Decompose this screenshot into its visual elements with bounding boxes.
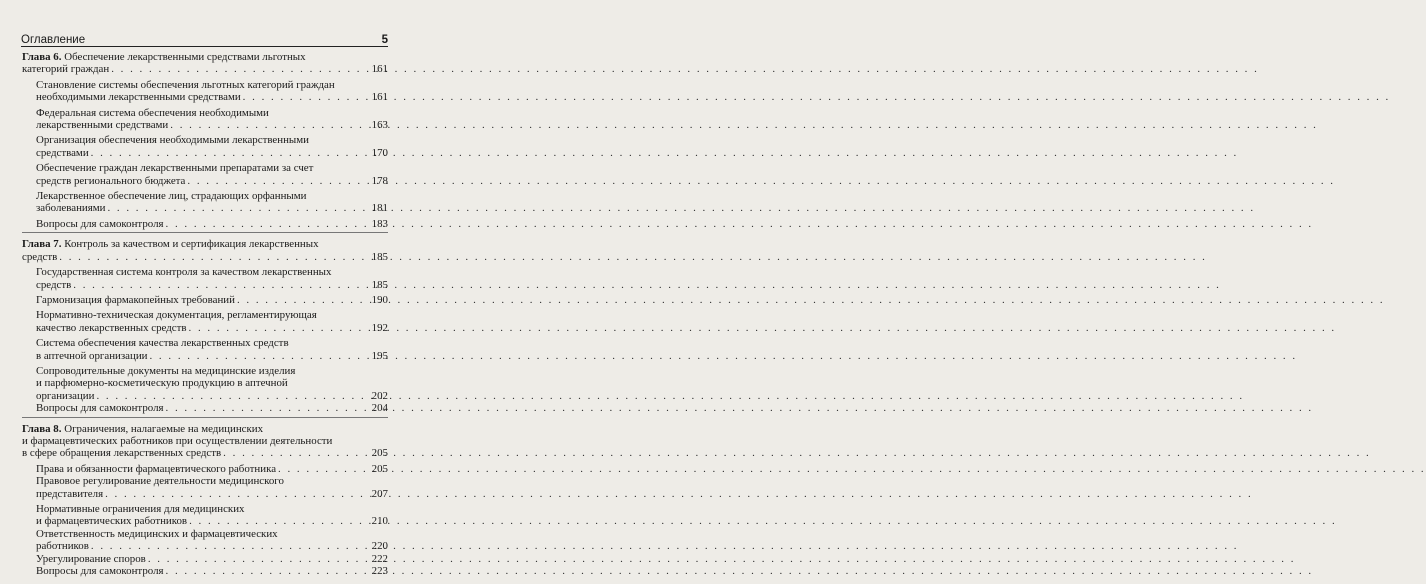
page-ref: 190 [371,293,388,306]
toc-entry-line: Нормативно-техническая документация, регламентирующая [36,309,317,322]
toc-entry-line: Организация обеспечения необходимыми лекарственными [36,134,309,147]
toc-entry-line: Федеральная система обеспечения необходимыми [36,106,269,119]
toc-entry-line: Нормативные ограничения для медицинских [36,503,245,515]
toc-entry-row [22,279,388,291]
toc-entry-line: Лекарственное обеспечение лиц, страдающих орфанными [36,190,307,203]
leader-dots [166,218,370,230]
toc-entry-title: заболеваниями [36,202,106,215]
toc-entry-row [22,463,388,475]
page-ref: 204 [371,402,388,415]
toc-entry-line: Государственная система контроля за качеством лекарственных [36,266,332,279]
leader-dots [187,175,369,187]
page-ref: 195 [371,349,388,362]
table-of-contents [22,51,388,584]
page-number: 5 [381,34,388,46]
page-ref: 220 [371,540,388,553]
leader-dots [166,565,370,577]
toc-entry-title: необходимыми лекарственными средствами [36,91,241,104]
leader-dots [170,119,369,131]
toc-entry-line: Ответственность медицинских и фармацевтических [36,527,278,540]
page-ref: 222 [371,552,388,565]
toc-entry-title: Гармонизация фармакопейных требований [36,293,235,306]
running-header-title: Оглавление [21,34,86,46]
leader-dots [278,463,370,475]
toc-entry-row [22,202,388,214]
leader-dots [149,350,369,362]
toc-entry-line: Система обеспечения качества лекарственных средств [36,337,289,350]
toc-entry-row [22,218,388,230]
toc-entry-title: лекарственными средствами [36,119,169,132]
chapter-heading-row [22,447,388,459]
page-ref: 207 [371,487,388,500]
toc-chapter-8 [22,423,388,580]
toc-entry-title: представителя [36,487,104,500]
running-header [21,26,388,46]
toc-entry-row [22,402,388,414]
leader-dots [96,390,369,402]
toc-chapter-6 [22,51,388,233]
toc-entry-title: качество лекарственных средств [36,321,187,334]
page-ref: 185 [371,250,388,263]
leader-dots [91,147,370,159]
chapter-title: Обеспечение лекарственными средствами льготных [64,51,306,63]
toc-entry-row [22,515,388,527]
toc-entry-title: средствами [36,146,89,159]
toc-entry-row [22,488,388,500]
leader-dots [111,63,369,75]
toc-entry-title: организации [36,389,95,402]
toc-entry-row [22,147,388,159]
chapter-label: Глава 7. [22,238,62,251]
chapter-title: категорий граждан [22,63,110,76]
toc-entry-title: работников [36,540,89,553]
toc-entry-line: Становление системы обеспечения льготных категорий граждан [36,78,335,91]
toc-entry-title: и фармацевтических работников [36,515,188,528]
toc-entry-title: Вопросы для самоконтроля [36,217,164,230]
leader-dots [189,322,370,334]
chapter-title: Ограничения, налагаемые на медицинских [64,422,264,435]
toc-entry-row [22,350,388,362]
page-ref: 183 [371,217,388,230]
toc-entry-row [22,390,388,402]
page-ref: 161 [371,91,388,104]
leader-dots [148,553,370,565]
chapter-heading-line: и фармацевтических работников при осуществлении деятельности [22,434,333,447]
toc-entry-row [22,175,388,187]
toc-entry-line: Обеспечение граждан лекарственными препаратами за счет [36,162,314,175]
chapter-heading-line [22,51,388,63]
page-ref: 205 [371,462,388,475]
toc-entry-line: и парфюмерно-косметическую продукцию в аптечной [36,377,288,390]
chapter-heading-row [22,63,388,75]
chapter-title: Контроль за качеством и сертификация лекарственных [64,238,319,251]
page-ref: 202 [371,389,388,402]
toc-entry-title: средств регионального бюджета [36,174,186,187]
chapter-heading-row [22,251,388,263]
leader-dots [243,91,370,103]
leader-dots [223,447,369,459]
toc-chapter-7 [22,238,388,417]
page-ref: 185 [371,278,388,291]
toc-entry-row [22,540,388,552]
page-ref: 161 [371,63,388,76]
page-ref: 181 [371,202,388,215]
page-ref: 178 [371,174,388,187]
page-ref: 192 [371,321,388,334]
toc-entry-title: средств [36,278,72,291]
page-ref: 210 [371,515,388,528]
toc-entry-row [22,565,388,577]
leader-dots [105,488,370,500]
leader-dots [59,251,369,263]
leader-dots [91,540,370,552]
header-rule [21,46,388,47]
toc-entry-title: Урегулирование споров [36,552,146,565]
chapter-title: средств [22,250,58,263]
toc-entry-row [22,322,388,334]
page-ref: 223 [371,565,388,578]
toc-entry-title: Вопросы для самоконтроля [36,565,164,578]
toc-entry-row [22,294,388,306]
leader-dots [166,402,370,414]
page-ref: 163 [371,119,388,132]
toc-entry-title: Права и обязанности фармацевтического работника [36,462,277,475]
toc-entry-line: Правовое регулирование деятельности медицинского [36,475,284,488]
chapter-heading-line [22,423,388,435]
toc-entry-line: Сопроводительные документы на медицинские изделия [36,364,296,377]
toc-entry-title: в аптечной организации [36,349,148,362]
chapter-heading-line [22,238,388,250]
book-page [0,0,410,578]
page-ref: 170 [371,146,388,159]
chapter-label: Глава 6. [22,51,62,63]
leader-dots [189,515,370,527]
toc-entry-row [22,91,388,103]
leader-dots [107,202,369,214]
toc-entry-row [22,553,388,565]
toc-entry-row [22,119,388,131]
toc-entry-title: Вопросы для самоконтроля [36,402,164,415]
page-ref: 205 [371,447,388,460]
chapter-label: Глава 8. [22,422,62,435]
leader-dots [73,279,369,291]
chapter-title: в сфере обращения лекарственных средств [22,447,222,460]
leader-dots [237,294,370,306]
